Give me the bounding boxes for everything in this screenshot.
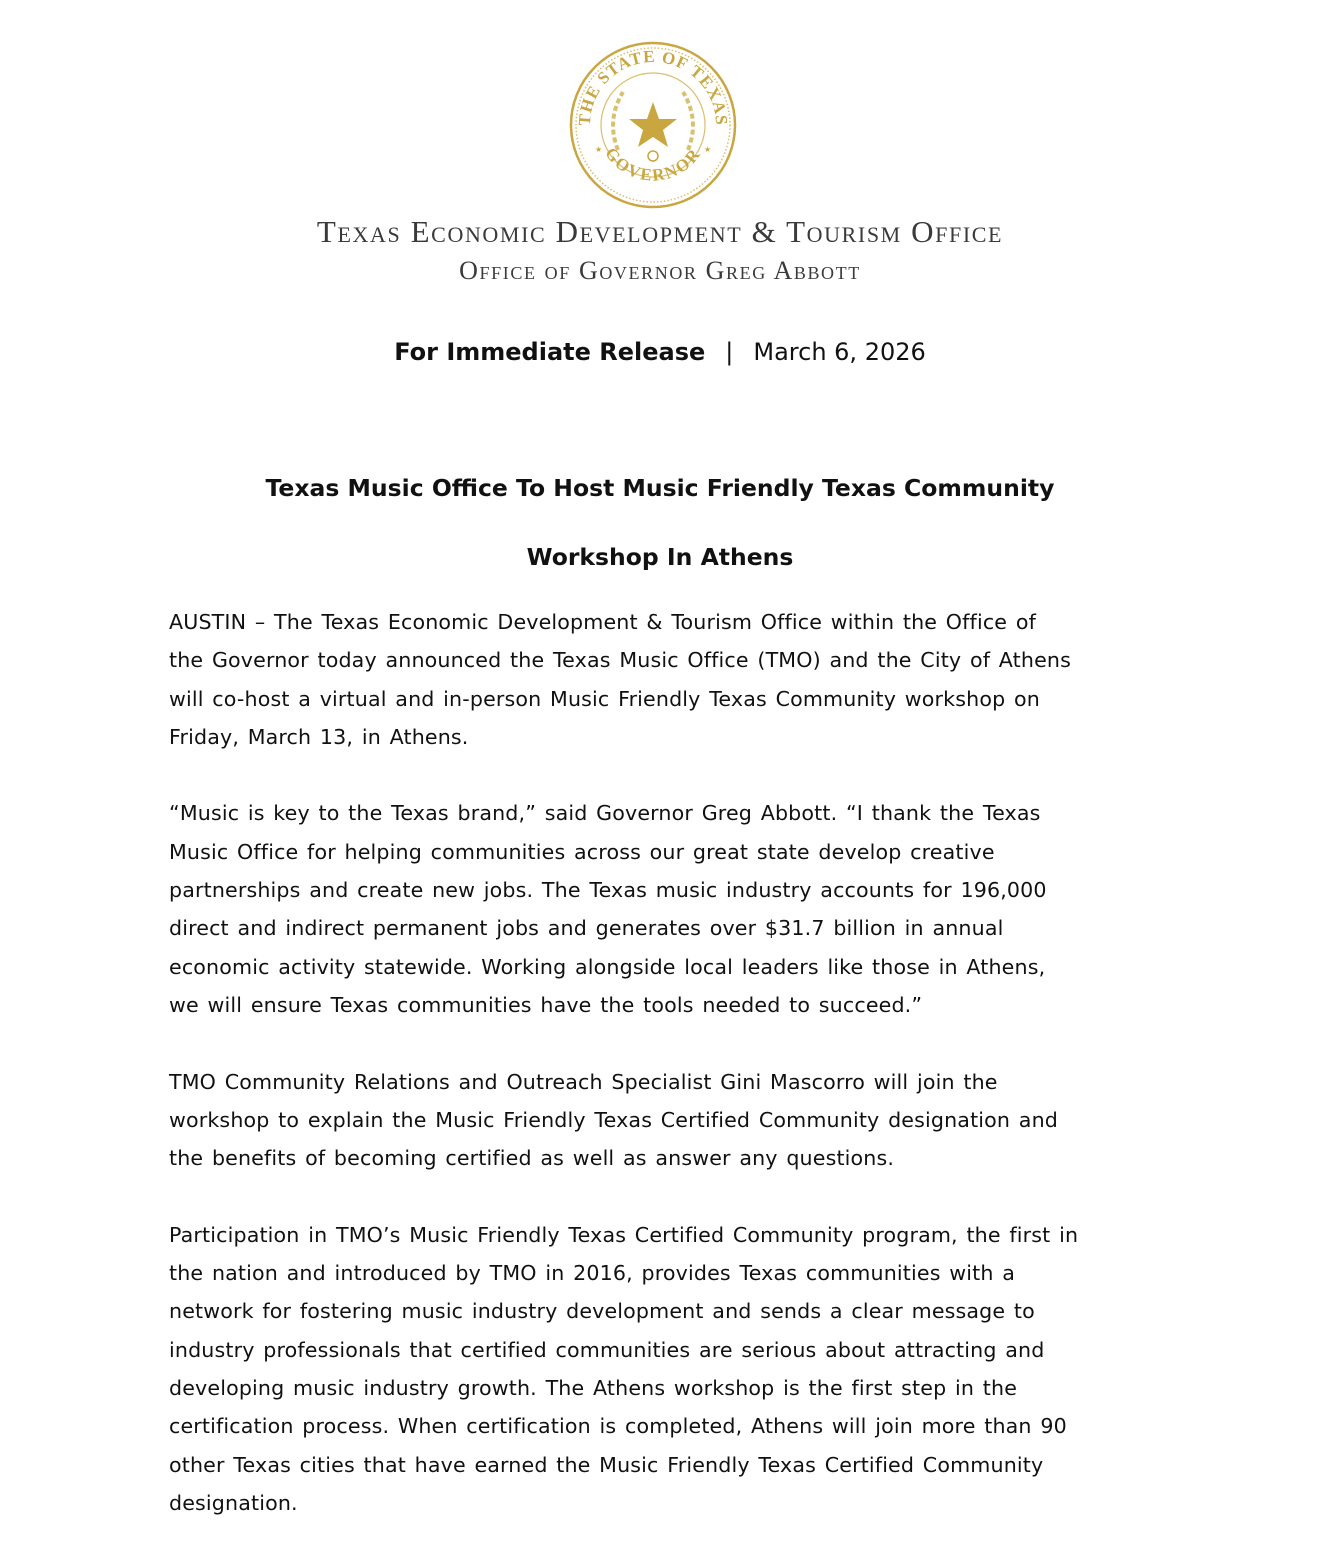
text-line: TMO Community Relations and Outreach Specialist Gini Mascorro will join the xyxy=(169,1069,998,1094)
text-line: network for fostering music industry development and sends a clear message to xyxy=(169,1299,1035,1324)
release-date: March 6, 2026 xyxy=(753,338,926,366)
text-line: “Music is key to the Texas brand,” said Governor Greg Abbott. “I thank the Texas xyxy=(169,801,1041,826)
svg-text:GOVERNOR: GOVERNOR xyxy=(601,143,705,185)
text-line: the Governor today announced the Texas Music Office (TMO) and the City of Athens xyxy=(169,648,1072,673)
paragraph-workshop xyxy=(169,1063,1169,1178)
text-line: partnerships and create new jobs. The Texas music industry accounts for 196,000 xyxy=(169,878,1047,903)
text-line: will co-host a virtual and in-person Music Friendly Texas Community workshop on xyxy=(169,686,1040,711)
text-line: developing music industry growth. The Athens workshop is the first step in the xyxy=(169,1375,1018,1400)
text-line: Music Office for helping communities across our great state develop creative xyxy=(169,839,995,864)
text-line: other Texas cities that have earned the Music Friendly Texas Certified Community xyxy=(169,1452,1044,1477)
headline-line-1: Texas Music Office To Host Music Friendly Texas Community xyxy=(265,474,1055,502)
paragraph-intro xyxy=(169,603,1169,756)
press-release-body xyxy=(169,603,1169,1560)
text-line: the benefits of becoming certified as well as answer any questions. xyxy=(169,1146,895,1171)
headline-line-2: Workshop In Athens xyxy=(526,543,794,571)
release-label: For Immediate Release xyxy=(394,338,706,366)
text-line: direct and indirect permanent jobs and generates over $31.7 billion in annual xyxy=(169,916,1004,941)
release-line xyxy=(0,338,1320,366)
svg-text:THE STATE OF TEXAS: THE STATE OF TEXAS xyxy=(574,46,732,127)
org-subtitle: Office of Governor Greg Abbott xyxy=(459,256,861,285)
text-line: AUSTIN – The Texas Economic Development & Tourism Office within the Office of xyxy=(169,610,1036,634)
texas-governor-seal xyxy=(568,40,738,210)
svg-text:★: ★ xyxy=(704,145,712,154)
text-line: the nation and introduced by TMO in 2016, provides Texas communities with a xyxy=(169,1261,1016,1286)
text-line: certification process. When certification is completed, Athens will join more than 90 xyxy=(169,1414,1067,1439)
org-name: Texas Economic Development & Tourism Office xyxy=(316,214,1004,249)
text-line: we will ensure Texas communities have the tools needed to succeed.” xyxy=(169,992,923,1017)
text-line: economic activity statewide. Working alongside local leaders like those in Athens, xyxy=(169,954,1046,979)
svg-text:★: ★ xyxy=(595,145,603,154)
text-line: workshop to explain the Music Friendly Texas Certified Community designation and xyxy=(169,1107,1059,1132)
paragraph-quote xyxy=(169,794,1169,1024)
paragraph-program xyxy=(169,1216,1169,1522)
text-line: designation. xyxy=(169,1490,298,1515)
text-line: industry professionals that certified communities are serious about attracting and xyxy=(169,1337,1045,1362)
text-line: Participation in TMO’s Music Friendly Texas Certified Community program, the first in xyxy=(169,1222,1079,1247)
release-separator: | xyxy=(725,338,734,366)
text-line: Friday, March 13, in Athens. xyxy=(169,724,469,749)
